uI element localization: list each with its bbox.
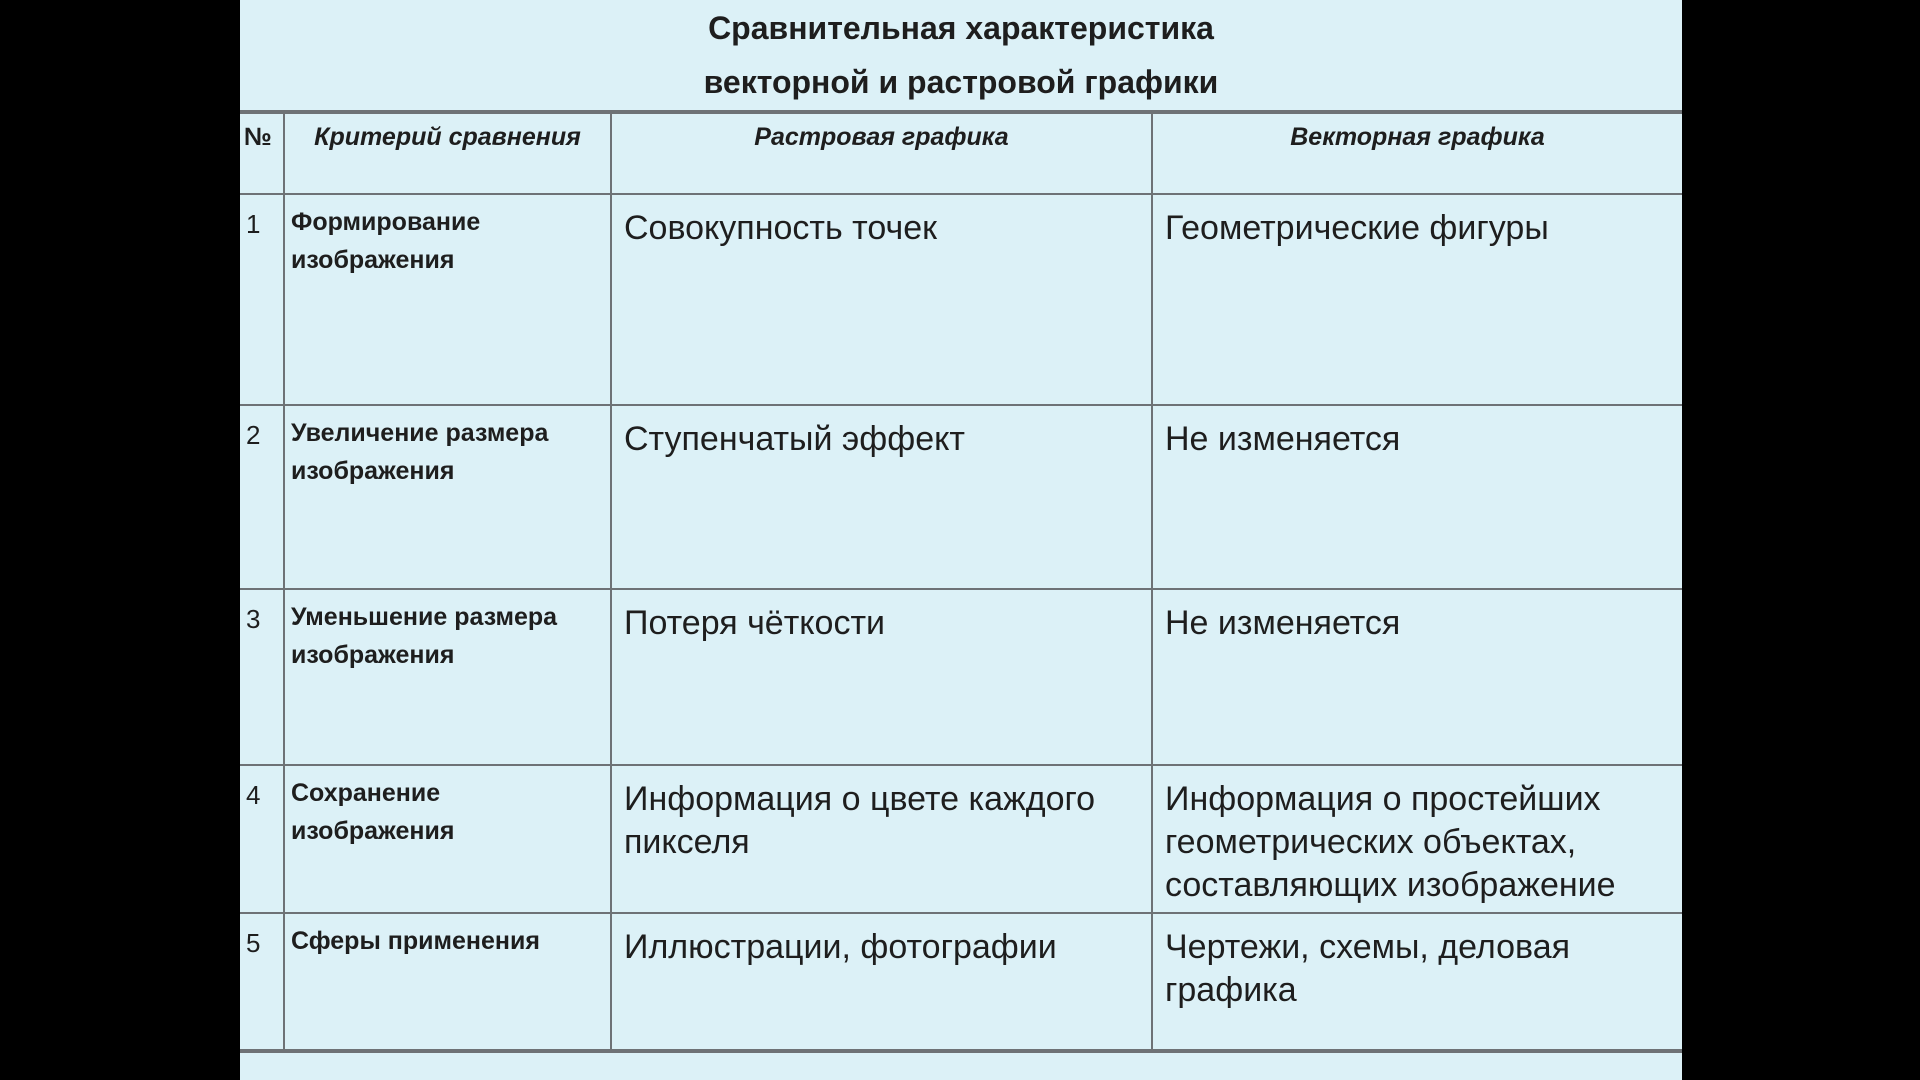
header-number: № xyxy=(240,113,284,194)
row-raster-value: Иллюстрации, фотографии xyxy=(611,913,1152,1052)
row-criterion: Формирование изображения xyxy=(284,194,611,405)
row-criterion: Увеличение размера изображения xyxy=(284,405,611,589)
row-vector-value: Информация о простейших геометрических объектах, составляющих изображение xyxy=(1152,765,1682,913)
table-row xyxy=(240,589,1682,765)
table-row xyxy=(240,194,1682,405)
row-raster-value: Совокупность точек xyxy=(611,194,1152,405)
row-number: 2 xyxy=(240,405,284,589)
row-criterion: Сферы применения xyxy=(284,913,611,1052)
header-criterion: Критерий сравнения xyxy=(284,113,611,194)
row-number: 5 xyxy=(240,913,284,1052)
title-line-2: векторной и растровой графики xyxy=(703,64,1219,100)
row-vector-value: Не изменяется xyxy=(1152,589,1682,765)
comparison-table xyxy=(240,112,1682,1053)
row-raster-value: Информация о цвете каждого пикселя xyxy=(611,765,1152,913)
row-criterion: Сохранение изображения xyxy=(284,765,611,913)
row-vector-value: Геометрические фигуры xyxy=(1152,194,1682,405)
header-vector: Векторная графика xyxy=(1152,113,1682,194)
row-criterion: Уменьшение размера изображения xyxy=(284,589,611,765)
table-row xyxy=(240,765,1682,913)
row-raster-value: Ступенчатый эффект xyxy=(611,405,1152,589)
table-row xyxy=(240,913,1682,1052)
row-raster-value: Потеря чёткости xyxy=(611,589,1152,765)
row-number: 4 xyxy=(240,765,284,913)
table-bottom-strip xyxy=(240,1049,1682,1080)
table-header-row xyxy=(240,113,1682,194)
header-raster: Растровая графика xyxy=(611,113,1152,194)
slide-title xyxy=(240,0,1682,112)
row-vector-value: Не изменяется xyxy=(1152,405,1682,589)
row-number: 1 xyxy=(240,194,284,405)
row-number: 3 xyxy=(240,589,284,765)
slide xyxy=(240,0,1682,1080)
title-line-1: Сравнительная характеристика xyxy=(708,10,1214,46)
table-row xyxy=(240,405,1682,589)
row-vector-value: Чертежи, схемы, деловая графика xyxy=(1152,913,1682,1052)
